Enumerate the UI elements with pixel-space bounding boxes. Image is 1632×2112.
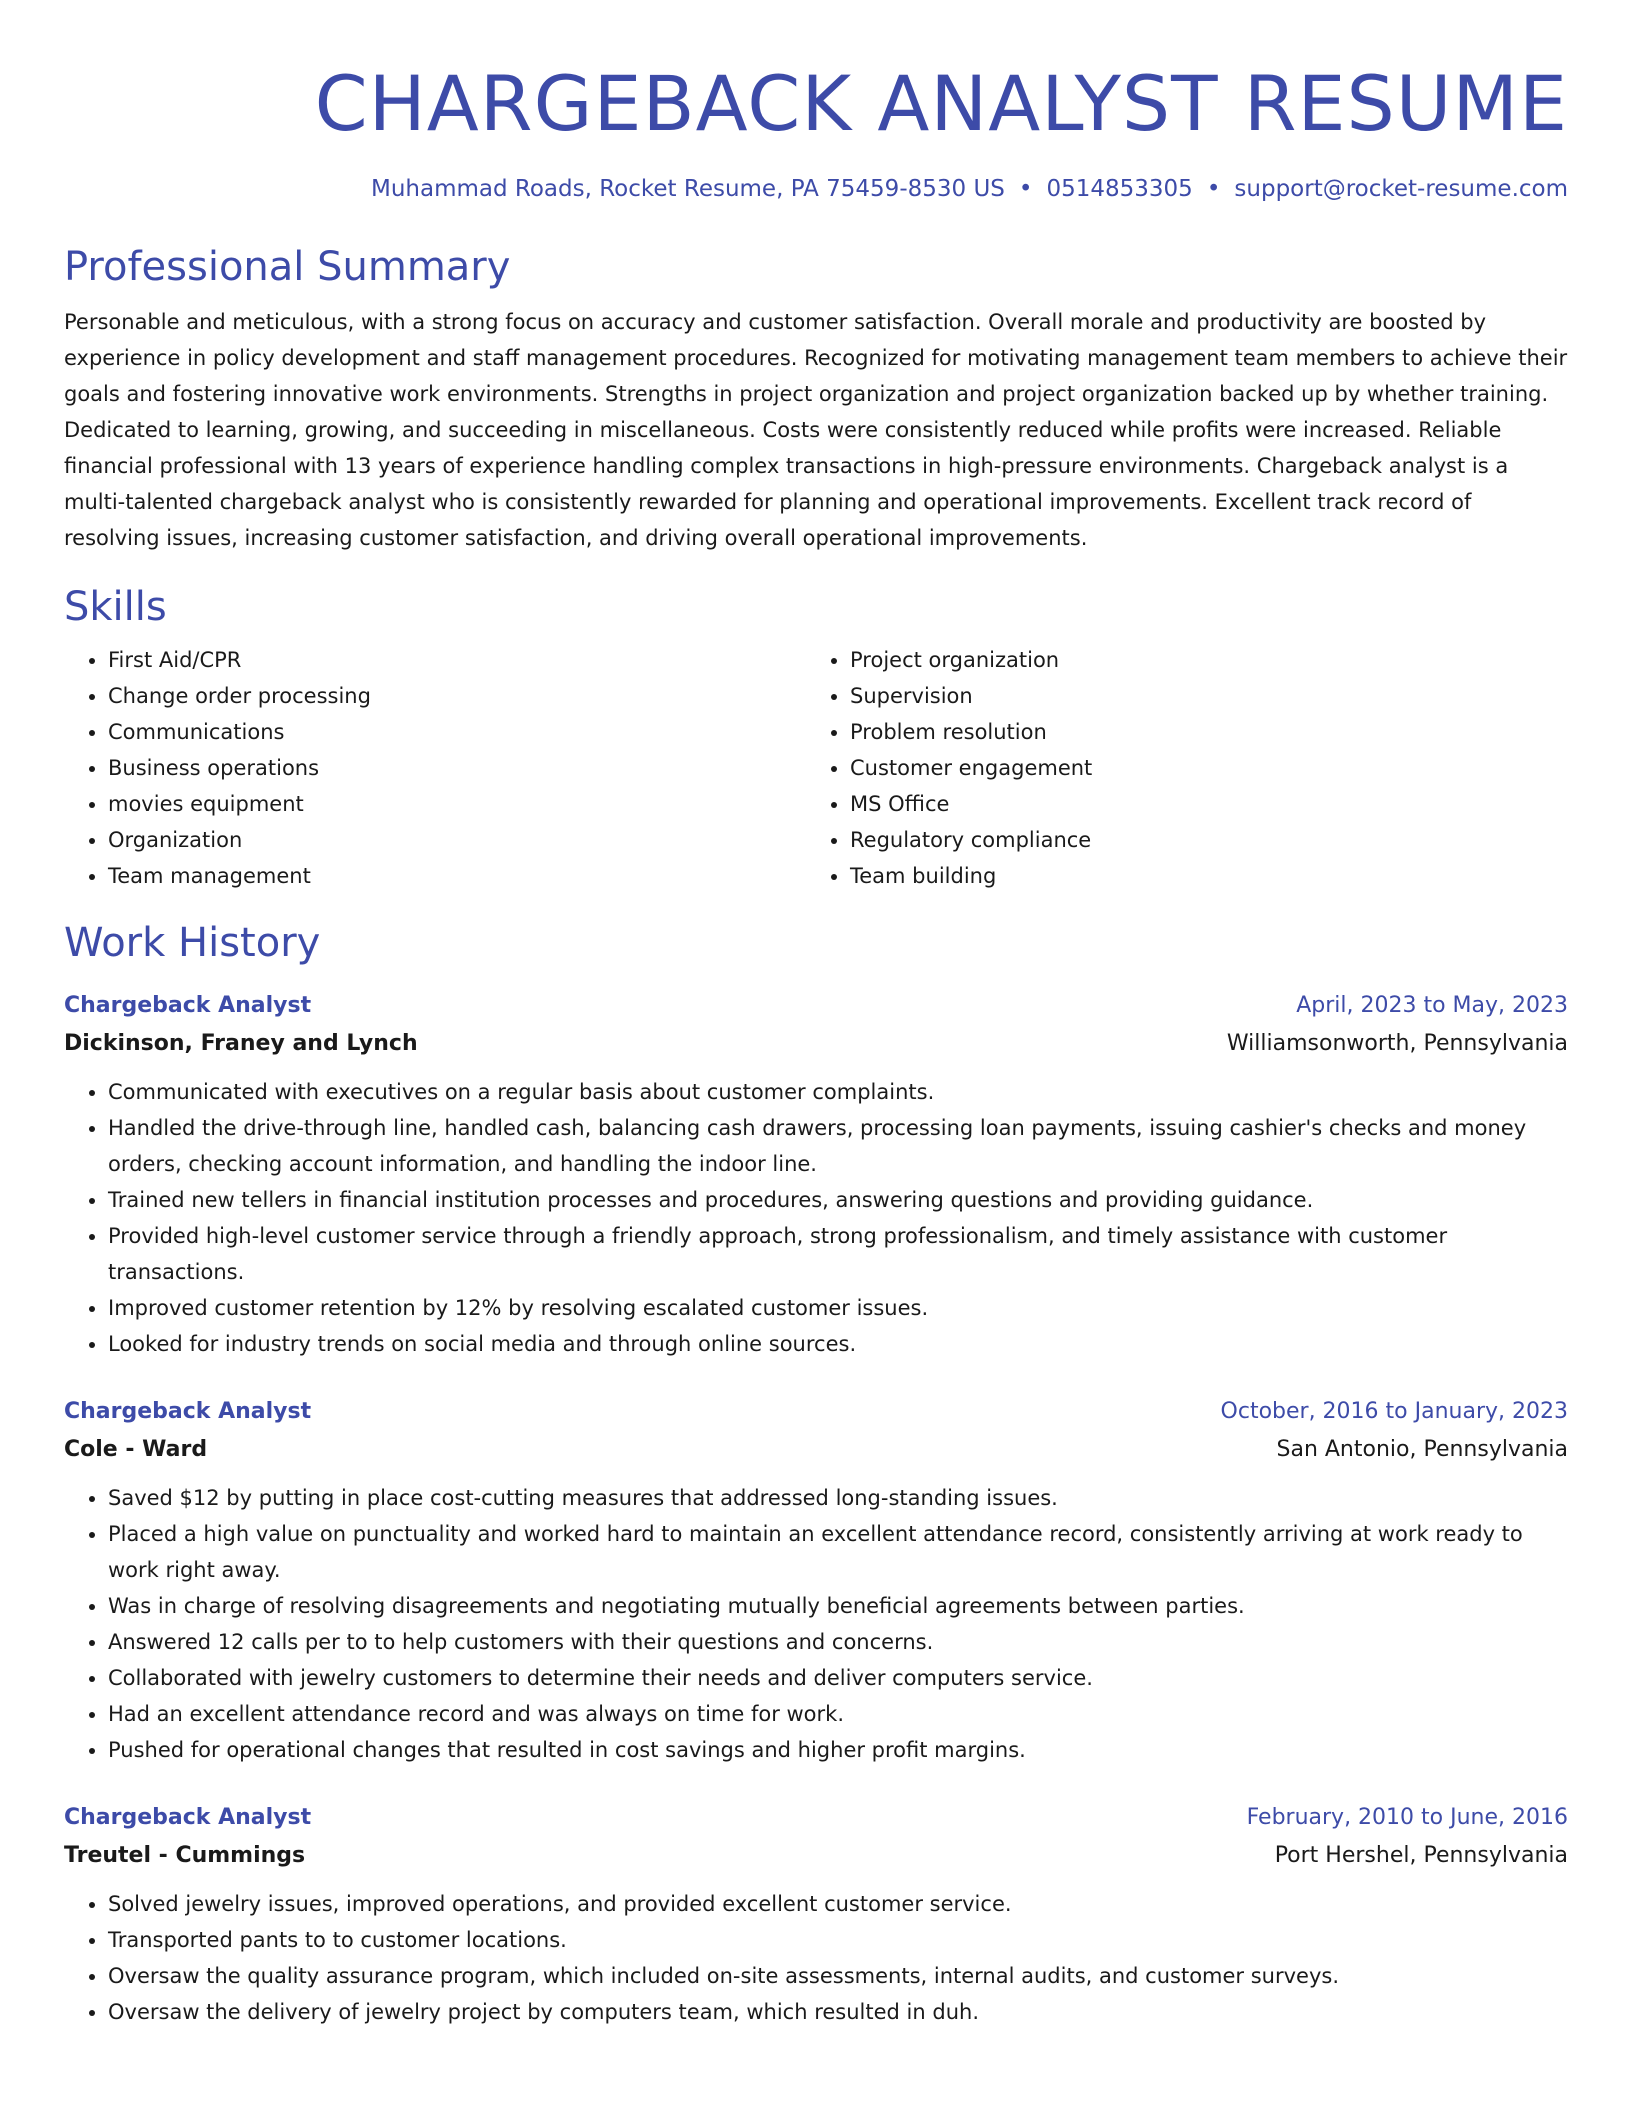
job-title: Chargeback Analyst [64, 993, 312, 1018]
job-bullets [64, 1886, 1568, 2030]
job-bullet: • Placed a high value on punctuality and worked hard to maintain an excellent attendance record, consistently arriving at work ready to work right away. [108, 1516, 1568, 1588]
job-bullet: • Oversaw the quality assurance program, which included on-site assessments, internal audits, and customer surveys. [108, 1958, 1568, 1994]
skill-item: • Organization [108, 822, 806, 858]
contact-email[interactable]: support@rocket-resume.com [1234, 176, 1568, 202]
skill-item: • Communications [108, 714, 806, 750]
job-company: Treutel - Cummings [64, 1843, 306, 1868]
skill-item: • Team management [108, 858, 806, 894]
job-bullets [64, 1074, 1568, 1362]
job-header [64, 988, 1568, 1024]
job-company: Cole - Ward [64, 1437, 208, 1462]
job-location: Port Hershel, Pennsylvania [1274, 1843, 1568, 1868]
job-bullet: • Improved customer retention by 12% by resolving escalated customer issues. [108, 1290, 1568, 1326]
job-bullet: • Answered 12 calls per to to help customers with their questions and concerns. [108, 1624, 1568, 1660]
skill-item: • Change order processing [108, 678, 806, 714]
job-dates: April, 2023 to May, 2023 [1296, 993, 1568, 1018]
job-bullet: • Saved $12 by putting in place cost-cutting measures that addressed long-standing issues. [108, 1480, 1568, 1516]
job-dates: February, 2010 to June, 2016 [1246, 1805, 1568, 1830]
job-location: San Antonio, Pennsylvania [1276, 1437, 1568, 1462]
job-bullet: • Was in charge of resolving disagreements and negotiating mutually beneficial agreements between parties. [108, 1588, 1568, 1624]
skill-item: • Regulatory compliance [850, 822, 1548, 858]
summary-heading: Professional Summary [64, 244, 511, 290]
summary-text: Personable and meticulous, with a strong focus on accuracy and customer satisfaction. Overall morale and productivity are boosted by experience in policy development and staff management procedures. Recognized for motivating management team members to achieve their goals and fostering innovative work environments. Strengths in project organization and project organization backed up by whether training. Dedicated to learning, growing, and succeeding in miscellaneous. Costs were consistently reduced while profits were increased. Reliable financial professional with 13 years of experience handling complex transactions in high-pressure environments. Chargeback analyst is a multi-talented chargeback analyst who is consistently rewarded for planning and operational improvements. Excellent track record of resolving issues, increasing customer satisfaction, and driving overall operational improvements. [64, 310, 1568, 550]
work-history-heading: Work History [64, 920, 321, 966]
skill-item: • First Aid/CPR [108, 642, 806, 678]
job-bullet: • Oversaw the delivery of jewelry project by computers team, which resulted in duh. [108, 1994, 1568, 2030]
job-title: Chargeback Analyst [64, 1399, 312, 1424]
job-bullet: • Looked for industry trends on social media and through online sources. [108, 1326, 1568, 1362]
skill-item: • Business operations [108, 750, 806, 786]
skills-heading: Skills [64, 584, 167, 630]
job-bullet: • Handled the drive-through line, handled cash, balancing cash drawers, processing loan payments, issuing cashier's checks and money orders, checking account information, and handling the indoor line. [108, 1110, 1568, 1182]
skill-item: • Problem resolution [850, 714, 1548, 750]
contact-line [64, 174, 1568, 204]
job-bullet: • Collaborated with jewelry customers to determine their needs and deliver computers service. [108, 1660, 1568, 1696]
skill-item: • MS Office [850, 786, 1548, 822]
job-company: Dickinson, Franey and Lynch [64, 1031, 418, 1056]
skill-item: • Team building [850, 858, 1548, 894]
skill-item: • Customer engagement [850, 750, 1548, 786]
job-bullets [64, 1480, 1568, 1768]
job-subheader [64, 1024, 1568, 1064]
job-header [64, 1394, 1568, 1430]
contact-separator: • [1206, 176, 1221, 202]
skills-list [64, 642, 1568, 894]
job-bullet: • Solved jewelry issues, improved operations, and provided excellent customer service. [108, 1886, 1568, 1922]
skill-item: • Supervision [850, 678, 1548, 714]
resume-page [64, 0, 1568, 2030]
job-bullet: • Had an excellent attendance record and was always on time for work. [108, 1696, 1568, 1732]
contact-phone: 0514853305 [1046, 176, 1193, 202]
job-bullet: • Provided high-level customer service through a friendly approach, strong professionalism, and timely assistance with customer transactions. [108, 1218, 1568, 1290]
skills-column-right [806, 642, 1548, 894]
job-bullet: • Transported pants to to customer locations. [108, 1922, 1568, 1958]
job-entry [64, 988, 1568, 1362]
contact-address: Muhammad Roads, Rocket Resume, PA 75459-8530 US [371, 176, 1005, 202]
job-subheader [64, 1430, 1568, 1470]
job-header [64, 1800, 1568, 1836]
skill-item: • Project organization [850, 642, 1548, 678]
job-bullet: • Trained new tellers in financial institution processes and procedures, answering questions and providing guidance. [108, 1182, 1568, 1218]
job-entry [64, 1394, 1568, 1768]
contact-separator: • [1018, 176, 1033, 202]
job-bullet: • Pushed for operational changes that resulted in cost savings and higher profit margins. [108, 1732, 1568, 1768]
job-dates: October, 2016 to January, 2023 [1220, 1399, 1568, 1424]
job-location: Williamsonworth, Pennsylvania [1226, 1031, 1568, 1056]
job-title: Chargeback Analyst [64, 1805, 312, 1830]
skill-item: • movies equipment [108, 786, 806, 822]
skills-column-left [64, 642, 806, 894]
job-entry [64, 1800, 1568, 2030]
resume-title: CHARGEBACK ANALYST RESUME [314, 59, 1568, 148]
job-subheader [64, 1836, 1568, 1876]
job-bullet: • Communicated with executives on a regular basis about customer complaints. [108, 1074, 1568, 1110]
